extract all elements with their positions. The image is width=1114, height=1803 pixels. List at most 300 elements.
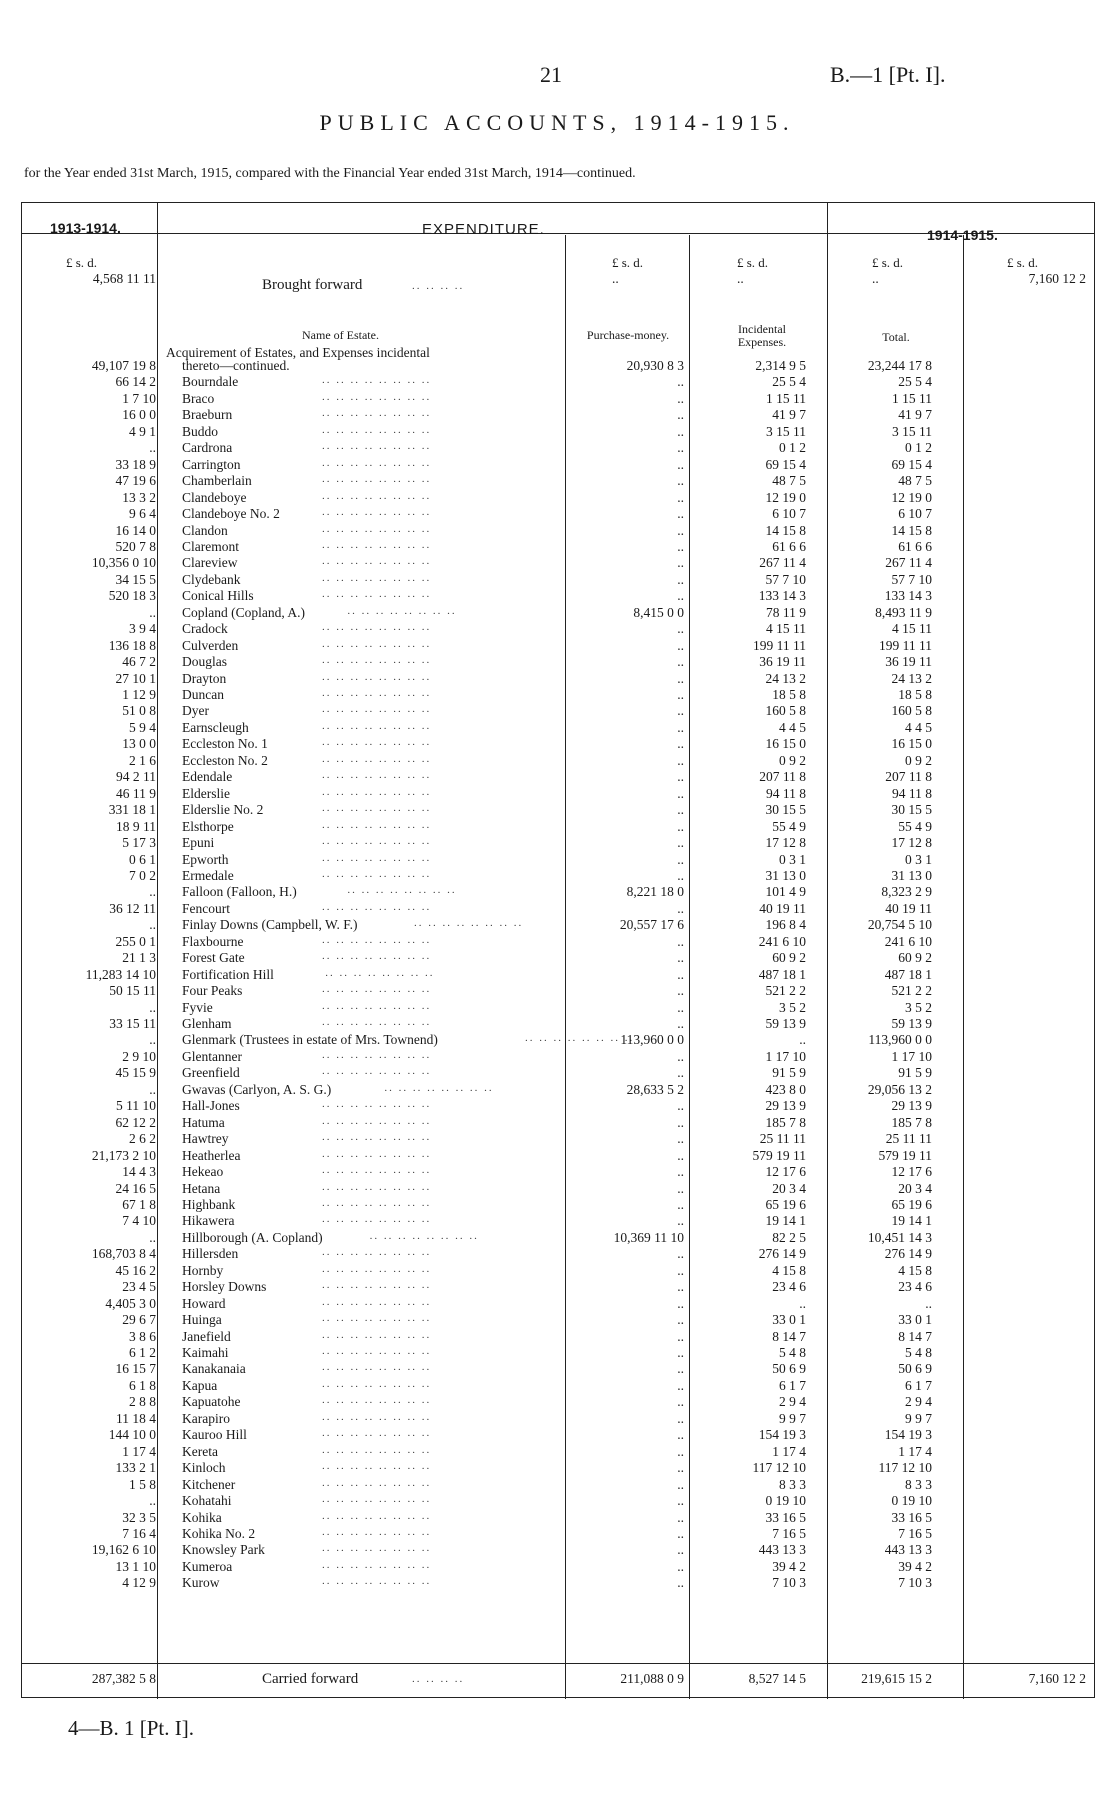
row-total: 41 9 7 — [898, 407, 932, 423]
leader-dots: .. .. .. .. .. .. .. .. — [322, 538, 432, 551]
incidental-expenses: 60 9 2 — [772, 950, 806, 966]
row-total: 19 14 1 — [891, 1213, 932, 1229]
table-row — [22, 671, 1094, 687]
document-reference: B.—1 [Pt. I]. — [830, 62, 946, 87]
estate-name: Clareview — [182, 555, 238, 571]
prev-year-amount: 16 14 0 — [115, 522, 156, 538]
row-total: 113,960 0 0 — [868, 1032, 932, 1048]
leader-dots: .. .. .. .. .. .. .. .. — [322, 867, 432, 880]
estate-name: Conical Hills — [182, 588, 254, 604]
purchase-money: .. — [677, 1098, 684, 1114]
table-row — [22, 1312, 1094, 1328]
purchase-money: .. — [677, 1279, 684, 1295]
estate-name: Hornby — [182, 1262, 224, 1278]
leader-dots: .. .. .. .. .. .. .. .. — [322, 1196, 432, 1209]
prev-year-amount: 29 6 7 — [122, 1312, 156, 1328]
incidental-expenses: 65 19 6 — [765, 1196, 806, 1212]
purchase-money: .. — [677, 571, 684, 587]
prev-year-amount: 6 1 2 — [129, 1345, 156, 1360]
row-total: 1 17 10 — [891, 1048, 932, 1064]
incidental-expenses: 50 6 9 — [772, 1361, 806, 1377]
table-row — [22, 950, 1094, 966]
leader-dots: .. .. .. .. .. .. .. .. — [322, 1213, 432, 1226]
leader-dots: .. .. .. .. .. .. .. .. — [322, 637, 432, 650]
incidental-expenses: 39 4 2 — [772, 1558, 806, 1574]
purchase-money: .. — [677, 1394, 684, 1410]
table-row — [22, 901, 1094, 917]
estate-name: Highbank — [182, 1196, 236, 1212]
purchase-money: .. — [677, 1460, 684, 1476]
estate-name: Greenfield — [182, 1065, 240, 1081]
incidental-expenses: 40 19 11 — [759, 900, 806, 916]
incidental-expenses: 18 5 8 — [772, 687, 806, 702]
incidental-expenses: 3 15 11 — [766, 423, 806, 439]
prev-year-amount: 1 5 8 — [129, 1476, 156, 1492]
row-total: 14 15 8 — [891, 522, 932, 538]
incidental-expenses: 423 8 0 — [765, 1081, 806, 1097]
unit-prev: £ s. d. — [66, 255, 98, 270]
purchase-money: .. — [677, 1493, 684, 1509]
table-row — [22, 506, 1094, 522]
table-row — [22, 523, 1094, 539]
prev-year-amount: .. — [149, 1032, 156, 1048]
estate-name: Eccleston No. 1 — [182, 736, 268, 752]
prev-year-amount: 21 1 3 — [122, 950, 156, 966]
row-total: 60 9 2 — [898, 950, 932, 966]
estate-name: Kinloch — [182, 1460, 226, 1476]
estate-name: Kumeroa — [182, 1558, 233, 1574]
estate-name: Dyer — [182, 703, 209, 719]
estate-name: Elsthorpe — [182, 818, 234, 834]
estate-name: Claremont — [182, 538, 239, 554]
row-total: 29 13 9 — [891, 1098, 932, 1114]
purchase-money: .. — [677, 835, 684, 851]
prev-year-amount: 3 8 6 — [129, 1328, 156, 1344]
row-total: 9 9 7 — [905, 1410, 932, 1426]
prev-year-amount: .. — [149, 604, 156, 620]
incidental-expenses: 101 4 9 — [765, 884, 806, 900]
purchase-money: .. — [677, 1328, 684, 1344]
leader-dots: .. .. .. .. .. .. .. .. — [322, 1427, 432, 1440]
table-row — [22, 1148, 1094, 1164]
table-row — [22, 983, 1094, 999]
header-this-year: 1914-1915. — [927, 227, 998, 243]
prev-year-amount: 19,162 6 10 — [91, 1542, 156, 1558]
prev-year-amount: 47 19 6 — [115, 473, 156, 489]
incidental-expenses: 487 18 1 — [758, 966, 806, 982]
purchase-money: .. — [677, 1542, 684, 1558]
table-row — [22, 868, 1094, 884]
leader-dots: .. .. .. .. .. .. .. .. — [322, 1443, 432, 1456]
leader-dots: .. .. .. .. .. .. .. .. — [322, 1361, 432, 1374]
incidental-expenses: 29 13 9 — [765, 1098, 806, 1114]
leader-dots: .. .. .. .. .. .. .. .. — [322, 802, 432, 815]
purchase-money: .. — [677, 736, 684, 752]
leader-dots: .. .. .. .. .. .. .. .. — [322, 407, 432, 420]
row-total: 3 15 11 — [892, 423, 932, 439]
table-row — [22, 374, 1094, 390]
estate-name: Cradock — [182, 621, 228, 637]
header-expenditure: EXPENDITURE. — [422, 221, 545, 238]
table-row — [22, 1575, 1094, 1591]
prev-year-amount: 5 17 3 — [122, 835, 156, 851]
leader-dots: .. .. .. .. — [412, 280, 465, 292]
row-total: 50 6 9 — [898, 1361, 932, 1377]
prev-year-amount: 133 2 1 — [115, 1460, 156, 1476]
incidental-expenses: 4 15 11 — [766, 621, 806, 637]
row-total: 4 15 8 — [898, 1262, 932, 1278]
row-total: 579 19 11 — [878, 1147, 932, 1163]
estate-name: Kereta — [182, 1443, 218, 1459]
purchase-money: .. — [677, 1525, 684, 1541]
estate-name: Hetana — [182, 1180, 221, 1196]
row-total: 7 10 3 — [898, 1575, 932, 1591]
leader-dots: .. .. .. .. .. .. .. .. — [322, 736, 432, 749]
row-total: 48 7 5 — [898, 473, 932, 489]
prev-year-amount: 520 7 8 — [115, 538, 156, 554]
purchase-money: .. — [677, 1575, 684, 1591]
leader-dots: .. .. .. .. .. .. .. .. — [322, 703, 432, 716]
purchase-money: .. — [677, 1048, 684, 1064]
incidental-expenses: 25 5 4 — [772, 374, 806, 390]
leader-dots: .. .. .. .. .. .. .. .. — [322, 555, 432, 568]
row-total: 0 19 10 — [891, 1493, 932, 1509]
page-subtitle: for the Year ended 31st March, 1915, compared with the Financial Year ended 31st March, 1914—continued. — [24, 166, 636, 181]
incidental-expenses: 0 19 10 — [765, 1493, 806, 1509]
prev-year-amount: .. — [149, 884, 156, 900]
purchase-money: .. — [677, 1262, 684, 1278]
prev-year-amount: 45 15 9 — [115, 1065, 156, 1081]
estate-name: Kauroo Hill — [182, 1427, 247, 1443]
estate-name: Hikawera — [182, 1213, 235, 1229]
purchase-money: .. — [677, 1295, 684, 1311]
carried-forward-incidental: 8,527 14 5 — [748, 1671, 806, 1686]
leader-dots: .. .. .. .. .. .. .. .. — [322, 522, 432, 535]
row-total: 160 5 8 — [891, 703, 932, 719]
row-total: 94 11 8 — [892, 785, 932, 801]
leader-dots: .. .. .. .. .. .. .. .. — [525, 1032, 635, 1045]
table-row — [22, 638, 1094, 654]
row-total: 207 11 8 — [885, 769, 932, 785]
leader-dots: .. .. .. .. .. .. .. .. — [322, 1377, 432, 1390]
leader-dots: .. .. .. .. .. .. .. .. — [322, 1312, 432, 1325]
prev-year-amount: 10,356 0 10 — [91, 555, 156, 571]
table-row — [22, 802, 1094, 818]
unit-year-total: £ s. d. — [1007, 255, 1039, 270]
prev-year-amount: 2 9 10 — [122, 1048, 156, 1064]
table-row — [22, 1444, 1094, 1460]
leader-dots: .. .. .. .. .. .. .. .. — [322, 1246, 432, 1259]
brought-forward-total: .. — [872, 271, 879, 286]
incidental-expenses: 69 15 4 — [765, 456, 806, 472]
table-row — [22, 391, 1094, 407]
leader-dots: .. .. .. .. .. .. .. .. — [325, 966, 435, 979]
purchase-money: .. — [677, 1213, 684, 1229]
estate-name: Hekeao — [182, 1164, 224, 1180]
table-row — [22, 1065, 1094, 1081]
table-row — [22, 703, 1094, 719]
table-row — [22, 358, 1094, 374]
prev-year-amount: 51 0 8 — [122, 703, 156, 719]
purchase-money: 20,557 17 6 — [619, 917, 684, 933]
row-total: 154 19 3 — [884, 1427, 932, 1443]
row-total: 69 15 4 — [891, 456, 932, 472]
estate-name: Ermedale — [182, 867, 234, 883]
incidental-expenses: 154 19 3 — [758, 1427, 806, 1443]
table-row — [22, 736, 1094, 752]
leader-dots: .. .. .. .. .. .. .. .. — [322, 933, 432, 946]
estate-name: thereto—continued. — [182, 358, 290, 373]
prev-year-amount: .. — [149, 1493, 156, 1509]
incidental-expenses: 91 5 9 — [772, 1065, 806, 1081]
row-total: 521 2 2 — [891, 983, 932, 999]
prev-year-amount: 14 4 3 — [122, 1164, 156, 1180]
prev-year-amount: 32 3 5 — [122, 1509, 156, 1525]
purchase-money: .. — [677, 802, 684, 818]
estate-name: Fyvie — [182, 999, 213, 1015]
row-total: 30 15 5 — [891, 802, 932, 818]
prev-year-amount: .. — [149, 917, 156, 933]
purchase-money: .. — [677, 851, 684, 867]
purchase-money: 20,930 8 3 — [626, 358, 684, 373]
incidental-expenses: .. — [799, 1295, 806, 1311]
row-total: 59 13 9 — [891, 1016, 932, 1031]
brought-forward-year-total: 7,160 12 2 — [1028, 271, 1086, 286]
incidental-expenses: 2 9 4 — [779, 1394, 806, 1410]
table-row — [22, 835, 1094, 851]
row-total: 55 4 9 — [898, 818, 932, 834]
leader-dots: .. .. .. .. .. .. .. .. — [347, 604, 457, 617]
table-row — [22, 490, 1094, 506]
prev-year-amount: 7 0 2 — [129, 867, 156, 883]
prev-year-amount: 46 11 9 — [116, 785, 156, 801]
leader-dots: .. .. .. .. .. .. .. .. — [322, 1509, 432, 1522]
leader-dots: .. .. .. .. .. .. .. .. — [322, 670, 432, 683]
purchase-money: .. — [677, 473, 684, 489]
prev-year-amount: 13 1 10 — [115, 1558, 156, 1574]
purchase-money: .. — [677, 1509, 684, 1525]
row-total: 25 11 11 — [885, 1131, 932, 1147]
row-total: 185 7 8 — [891, 1114, 932, 1130]
estate-name: Fortification Hill — [182, 966, 274, 982]
table-row — [22, 917, 1094, 933]
incidental-expenses: 521 2 2 — [765, 983, 806, 999]
purchase-money: .. — [677, 1443, 684, 1459]
row-total: 8,493 11 9 — [875, 604, 932, 620]
leader-dots: .. .. .. .. .. .. .. .. — [322, 571, 432, 584]
purchase-money: .. — [677, 423, 684, 439]
leader-dots: .. .. .. .. .. .. .. .. — [347, 884, 457, 897]
prev-year-amount: 7 16 4 — [122, 1525, 156, 1541]
table-row — [22, 1263, 1094, 1279]
table-row — [22, 1411, 1094, 1427]
incidental-expenses: 30 15 5 — [765, 802, 806, 818]
table-row — [22, 884, 1094, 900]
estate-name: Kapuatohe — [182, 1394, 241, 1410]
estate-name: Clandeboye — [182, 489, 247, 505]
leader-dots: .. .. .. .. .. .. .. .. — [322, 456, 432, 469]
incidental-expenses: 2,314 9 5 — [755, 358, 806, 373]
purchase-money: 8,415 0 0 — [633, 604, 684, 620]
incidental-expenses: 14 15 8 — [765, 522, 806, 538]
prev-year-amount: 23 4 5 — [122, 1279, 156, 1295]
purchase-money: 28,633 5 2 — [626, 1081, 684, 1097]
incidental-expenses: 276 14 9 — [758, 1246, 806, 1262]
subheading-name: Name of Estate. — [302, 328, 379, 342]
table-row — [22, 753, 1094, 769]
data-rows — [22, 358, 1094, 1648]
row-total: 2 9 4 — [905, 1394, 932, 1410]
purchase-money: .. — [677, 374, 684, 390]
row-total: 16 15 0 — [891, 736, 932, 752]
row-total: 20,754 5 10 — [867, 917, 932, 933]
estate-name: Kanakanaia — [182, 1361, 246, 1377]
leader-dots: .. .. .. .. .. .. .. .. — [322, 1114, 432, 1127]
row-total: 133 14 3 — [884, 588, 932, 604]
row-total: 117 12 10 — [878, 1460, 932, 1476]
estate-name: Drayton — [182, 670, 227, 686]
estate-name: Hawtrey — [182, 1131, 229, 1147]
table-row — [22, 1164, 1094, 1180]
table-row — [22, 1115, 1094, 1131]
estate-name: Kapua — [182, 1377, 218, 1393]
table-row — [22, 1000, 1094, 1016]
estate-name: Bourndale — [182, 374, 239, 390]
row-total: 23 4 6 — [898, 1279, 932, 1295]
estate-name: Glenham — [182, 1016, 232, 1031]
table-row — [22, 621, 1094, 637]
purchase-money: .. — [677, 1377, 684, 1393]
prev-year-amount: 36 12 11 — [109, 900, 156, 916]
purchase-money: .. — [677, 1558, 684, 1574]
estate-name: Finlay Downs (Campbell, W. F.) — [182, 917, 358, 933]
leader-dots: .. .. .. .. .. .. .. .. — [322, 752, 432, 765]
incidental-expenses: 12 19 0 — [765, 489, 806, 505]
leader-dots: .. .. .. .. .. .. .. .. — [322, 1476, 432, 1489]
incidental-expenses: 1 17 4 — [772, 1443, 806, 1459]
table-row — [22, 819, 1094, 835]
brought-forward-purchase: .. — [612, 271, 619, 286]
table-row — [22, 967, 1094, 983]
row-total: 0 3 1 — [905, 851, 932, 867]
incidental-expenses: 94 11 8 — [766, 785, 806, 801]
page-number: 21 — [540, 62, 562, 87]
prev-year-amount: 49,107 19 8 — [91, 358, 156, 373]
estate-name: Four Peaks — [182, 983, 243, 999]
estate-name: Elderslie No. 2 — [182, 802, 264, 818]
estate-name: Huinga — [182, 1312, 222, 1328]
table-row — [22, 1460, 1094, 1476]
row-total: 0 1 2 — [905, 440, 932, 456]
prev-year-amount: 5 11 10 — [116, 1098, 156, 1114]
purchase-money: .. — [677, 1164, 684, 1180]
prev-year-amount: 7 4 10 — [122, 1213, 156, 1229]
purchase-money: .. — [677, 1361, 684, 1377]
estate-name: Flaxbourne — [182, 933, 244, 949]
estate-name: Clandon — [182, 522, 228, 538]
table-row — [22, 1082, 1094, 1098]
purchase-money: .. — [677, 933, 684, 949]
purchase-money: .. — [677, 456, 684, 472]
estate-name: Hatuma — [182, 1114, 225, 1130]
estate-name: Eccleston No. 2 — [182, 752, 268, 768]
prev-year-amount: 1 17 4 — [122, 1443, 156, 1459]
leader-dots: .. .. .. .. .. .. .. .. — [369, 1229, 479, 1242]
leader-dots: .. .. .. .. .. .. .. .. — [322, 1345, 432, 1357]
incidental-expenses: 17 12 8 — [765, 835, 806, 851]
leader-dots: .. .. .. .. .. .. .. .. — [322, 950, 432, 963]
purchase-money: 113,960 0 0 — [620, 1032, 684, 1048]
prev-year-amount: 144 10 0 — [108, 1427, 156, 1443]
incidental-expenses: 5 4 8 — [779, 1345, 806, 1360]
prev-year-amount: .. — [149, 1081, 156, 1097]
leader-dots: .. .. .. .. .. .. .. .. — [322, 1098, 432, 1111]
purchase-money: .. — [677, 983, 684, 999]
leader-dots: .. .. .. .. .. .. .. .. — [322, 999, 432, 1012]
purchase-money: .. — [677, 390, 684, 406]
leader-dots: .. .. .. .. .. .. .. .. — [322, 654, 432, 667]
page-title: PUBLIC ACCOUNTS, 1914-1915. — [319, 110, 795, 135]
prev-year-amount: 11,283 14 10 — [85, 966, 156, 982]
incidental-expenses: 55 4 9 — [772, 818, 806, 834]
row-total: 23,244 17 8 — [867, 358, 932, 373]
purchase-money: .. — [677, 966, 684, 982]
leader-dots: .. .. .. .. .. .. .. .. — [322, 1575, 432, 1588]
row-total: 24 13 2 — [891, 670, 932, 686]
estate-name: Kurow — [182, 1575, 220, 1591]
prev-year-amount: 67 1 8 — [122, 1196, 156, 1212]
estate-name: Buddo — [182, 423, 219, 439]
table-row — [22, 1246, 1094, 1262]
row-total: 29,056 13 2 — [867, 1081, 932, 1097]
row-total: 3 5 2 — [905, 999, 932, 1015]
brought-forward-label: Brought forward — [262, 277, 363, 293]
prev-year-amount: 13 0 0 — [122, 736, 156, 752]
incidental-expenses: 19 14 1 — [765, 1213, 806, 1229]
estate-name: Duncan — [182, 687, 224, 702]
estate-name: Braco — [182, 390, 215, 406]
purchase-money: .. — [677, 1410, 684, 1426]
purchase-money: .. — [677, 506, 684, 522]
row-total: 17 12 8 — [891, 835, 932, 851]
prev-year-amount: 16 0 0 — [122, 407, 156, 423]
row-total: 487 18 1 — [884, 966, 932, 982]
row-total: 57 7 10 — [891, 571, 932, 587]
prev-year-amount: 1 7 10 — [122, 390, 156, 406]
purchase-money: .. — [677, 950, 684, 966]
estate-name: Douglas — [182, 654, 227, 670]
leader-dots: .. .. .. .. .. .. .. .. — [322, 1279, 432, 1292]
estate-name: Earnscleugh — [182, 719, 249, 735]
leader-dots: .. .. .. .. .. .. .. .. — [322, 440, 432, 453]
unit-purchase: £ s. d. — [612, 255, 644, 270]
incidental-expenses: 24 13 2 — [765, 670, 806, 686]
row-total: 25 5 4 — [898, 374, 932, 390]
purchase-money: .. — [677, 1312, 684, 1328]
prev-year-amount: 33 15 11 — [109, 1016, 156, 1031]
table-row — [22, 1361, 1094, 1377]
leader-dots: .. .. .. .. .. .. .. .. — [322, 769, 432, 782]
row-total: 4 15 11 — [892, 621, 932, 637]
leader-dots: .. .. .. .. .. .. .. .. — [322, 588, 432, 601]
row-total: 33 16 5 — [891, 1509, 932, 1525]
purchase-money: .. — [677, 670, 684, 686]
incidental-expenses: 0 3 1 — [779, 851, 806, 867]
estate-name: Kohika — [182, 1509, 222, 1525]
leader-dots: .. .. .. .. .. .. .. .. — [322, 423, 432, 436]
prev-year-amount: 11 18 4 — [116, 1410, 156, 1426]
prev-year-amount: 45 16 2 — [115, 1262, 156, 1278]
